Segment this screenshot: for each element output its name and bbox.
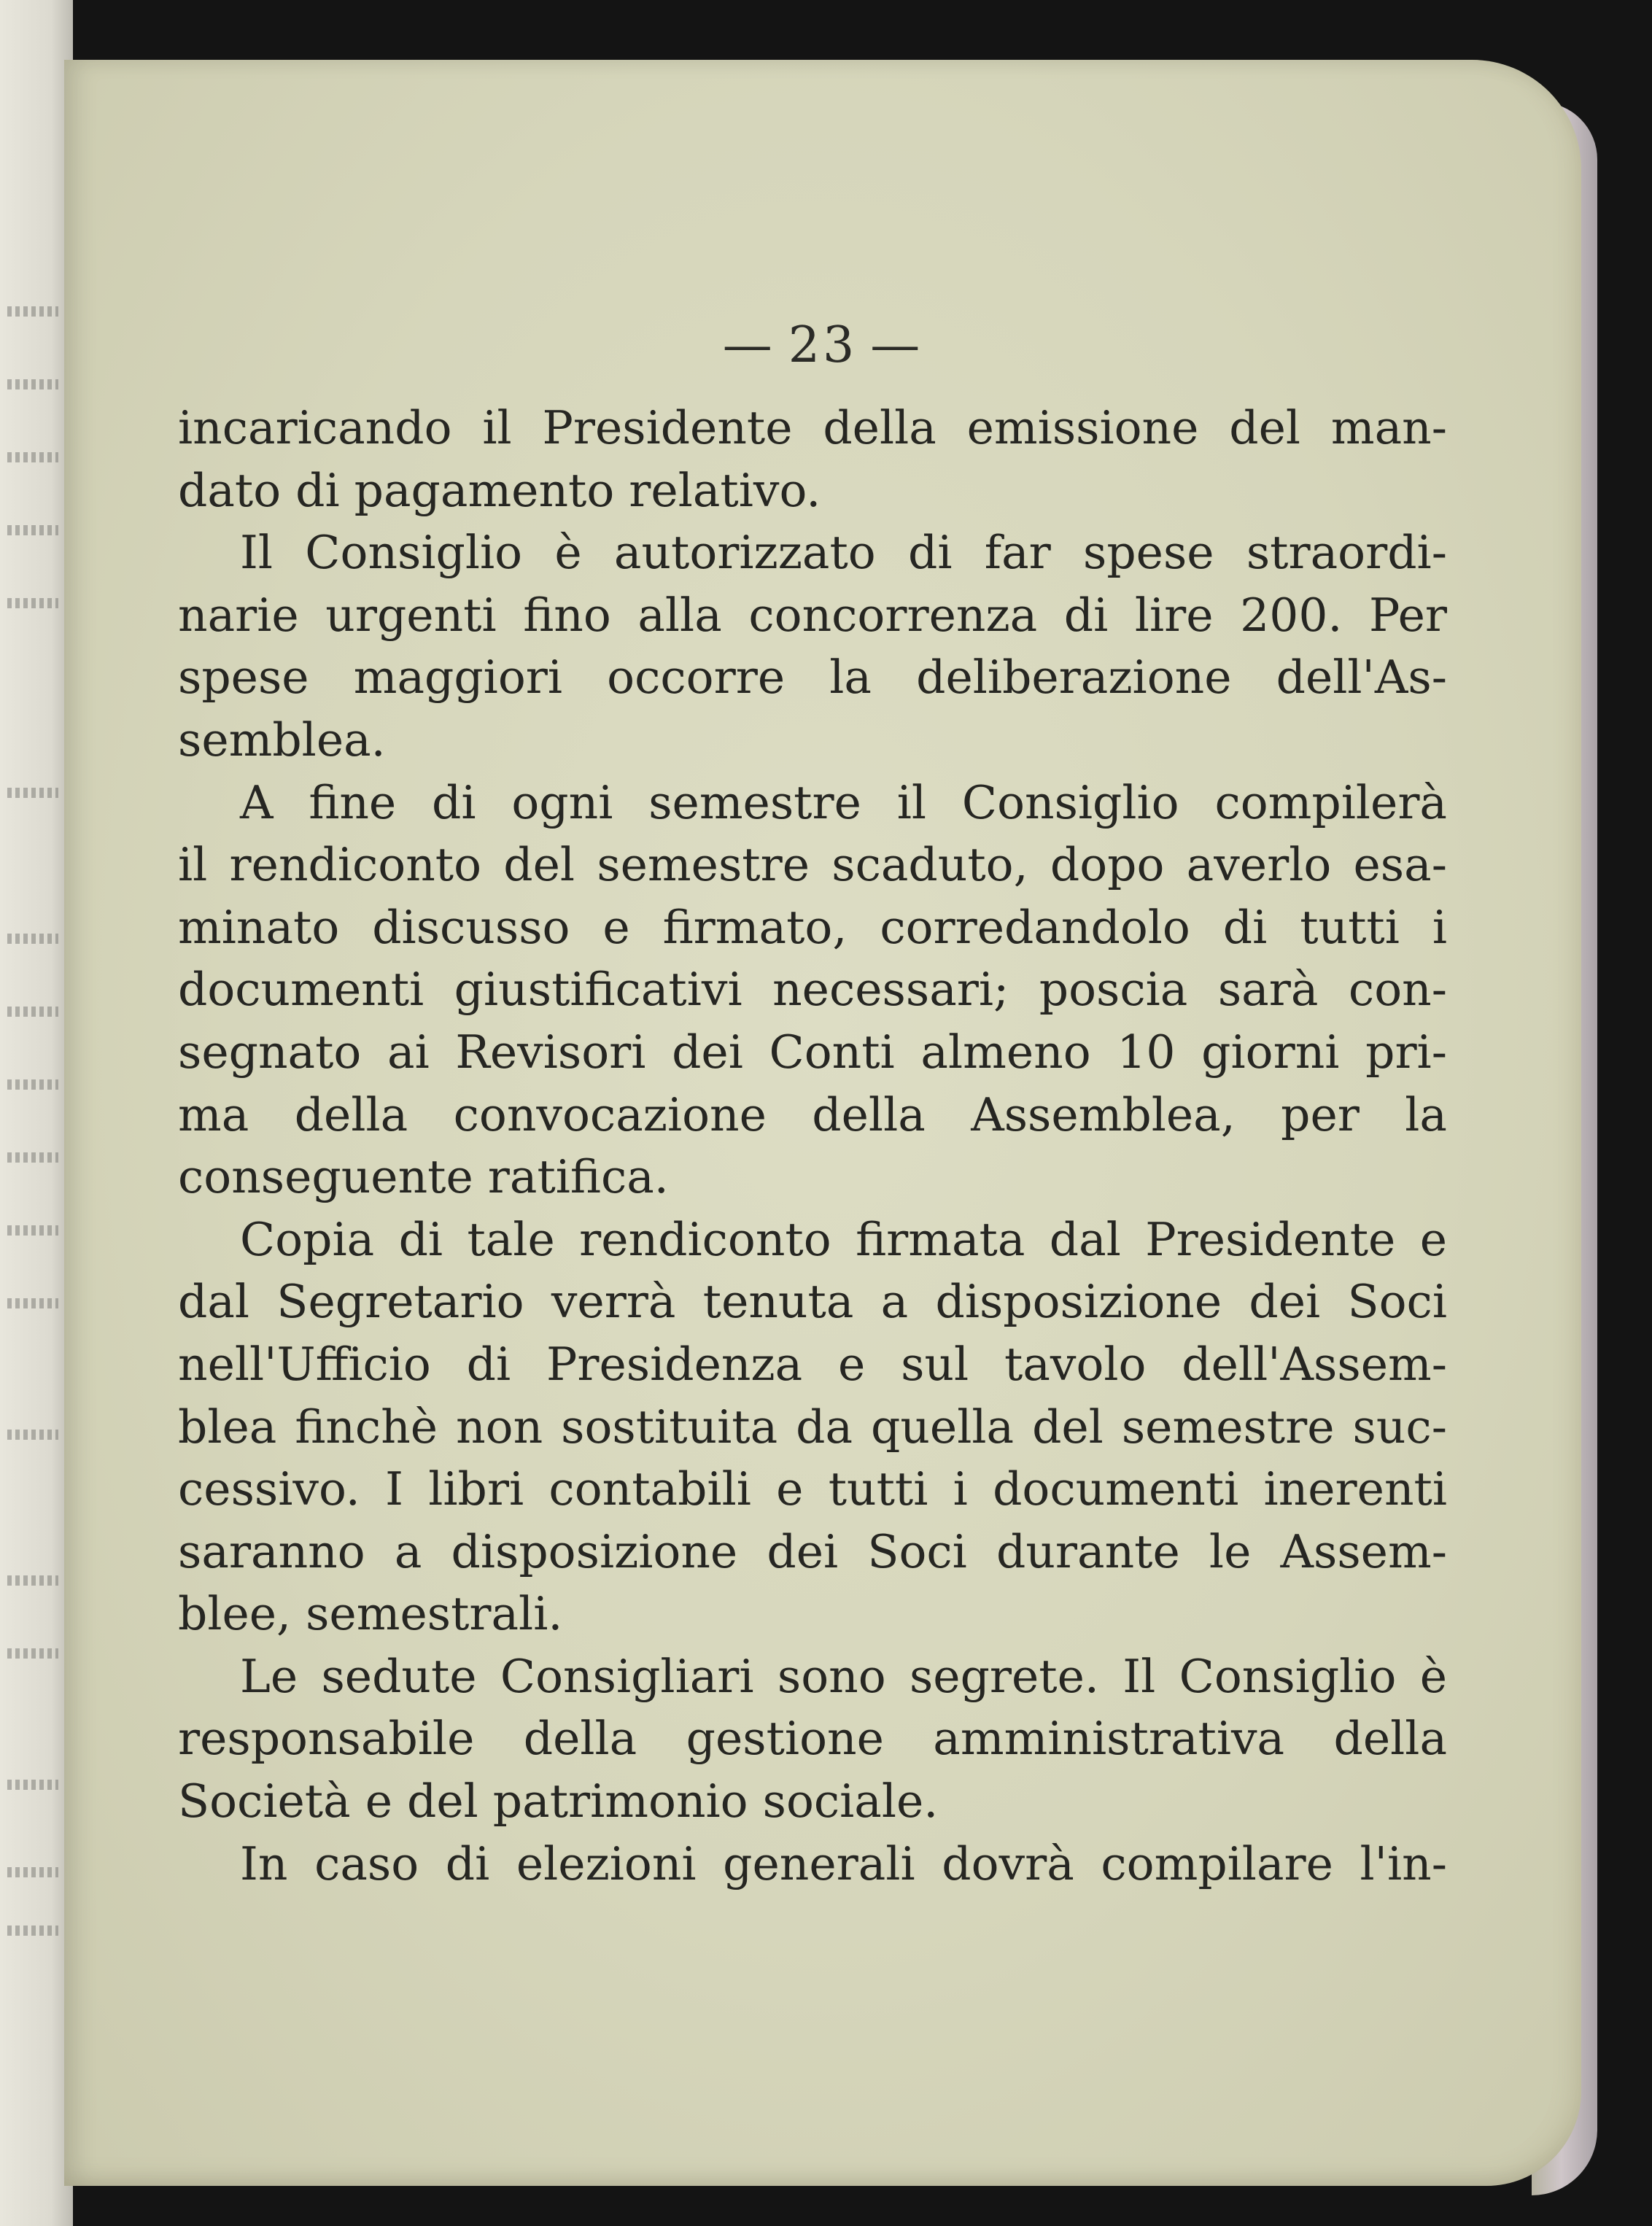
- bleed-through-text: [7, 452, 58, 462]
- previous-page-edge: [0, 0, 73, 2226]
- bleed-through-text: [7, 934, 58, 944]
- text-line: Società e del patrimonio sociale.: [178, 1775, 939, 1828]
- bleed-through-text: [7, 379, 58, 389]
- text-line: semblea.: [178, 713, 386, 767]
- text-line: dal Segretario verrà tenuta a disposizione dei Soci: [178, 1275, 1447, 1329]
- text-line: narie urgenti fino alla concorrenza di lire 200. Per: [178, 588, 1447, 642]
- text-line: nell'Ufficio di Presidenza e sul tavolo dell'Assem-: [178, 1337, 1447, 1391]
- text-line: minato discusso e firmato, corredandolo di tutti i: [178, 900, 1447, 954]
- page-number-value: 23: [788, 317, 858, 374]
- page-number-prefix: —: [722, 317, 775, 374]
- text-line: blee, semestrali.: [178, 1587, 563, 1641]
- bleed-through-text: [7, 1926, 58, 1936]
- bleed-through-text: [7, 598, 58, 608]
- text-line: Il Consiglio è autorizzato di far spese straordi-: [240, 526, 1447, 580]
- page-number: [64, 317, 1581, 374]
- text-line: documenti giustificativi necessari; poscia sarà con-: [178, 963, 1447, 1017]
- text-line: responsabile della gestione amministrativa della: [178, 1712, 1447, 1766]
- text-line: segnato ai Revisori dei Conti almeno 10 giorni pri-: [178, 1025, 1447, 1079]
- body-text: [178, 397, 1447, 1895]
- bleed-through-text: [7, 1867, 58, 1877]
- bleed-through-text: [7, 1575, 58, 1586]
- bleed-through-text: [7, 1430, 58, 1440]
- text-line: blea finchè non sostituita da quella del semestre suc-: [178, 1400, 1447, 1454]
- text-line: In caso di elezioni generali dovrà compilare l'in-: [240, 1837, 1447, 1890]
- text-line: cessivo. I libri contabili e tutti i documenti inerenti: [178, 1462, 1447, 1516]
- text-line: A fine di ogni semestre il Consiglio compilerà: [240, 775, 1447, 829]
- bleed-through-text: [7, 1780, 58, 1790]
- text-line: Le sedute Consigliari sono segrete. Il Consiglio è: [240, 1649, 1447, 1703]
- bleed-through-text: [7, 1298, 58, 1308]
- bleed-through-text: [7, 525, 58, 535]
- text-line: ma della convocazione della Assemblea, per la: [178, 1087, 1447, 1141]
- page-number-suffix: —: [870, 317, 923, 374]
- book-page: [64, 60, 1581, 2186]
- bleed-through-text: [7, 788, 58, 798]
- text-line: saranno a disposizione dei Soci durante le Assem-: [178, 1524, 1447, 1578]
- text-line: incaricando il Presidente della emissione del man-: [178, 401, 1447, 454]
- bleed-through-text: [7, 1152, 58, 1163]
- bleed-through-text: [7, 306, 58, 317]
- bleed-through-text: [7, 1079, 58, 1090]
- text-line: il rendiconto del semestre scaduto, dopo averlo esa-: [178, 838, 1447, 892]
- bleed-through-text: [7, 1648, 58, 1659]
- bleed-through-text: [7, 1225, 58, 1236]
- text-line: Copia di tale rendiconto firmata dal Presidente e: [240, 1212, 1447, 1266]
- text-line: dato di pagamento relativo.: [178, 463, 821, 517]
- text-line: conseguente ratifica.: [178, 1150, 669, 1204]
- text-line: spese maggiori occorre la deliberazione dell'As-: [178, 651, 1447, 705]
- bleed-through-text: [7, 1007, 58, 1017]
